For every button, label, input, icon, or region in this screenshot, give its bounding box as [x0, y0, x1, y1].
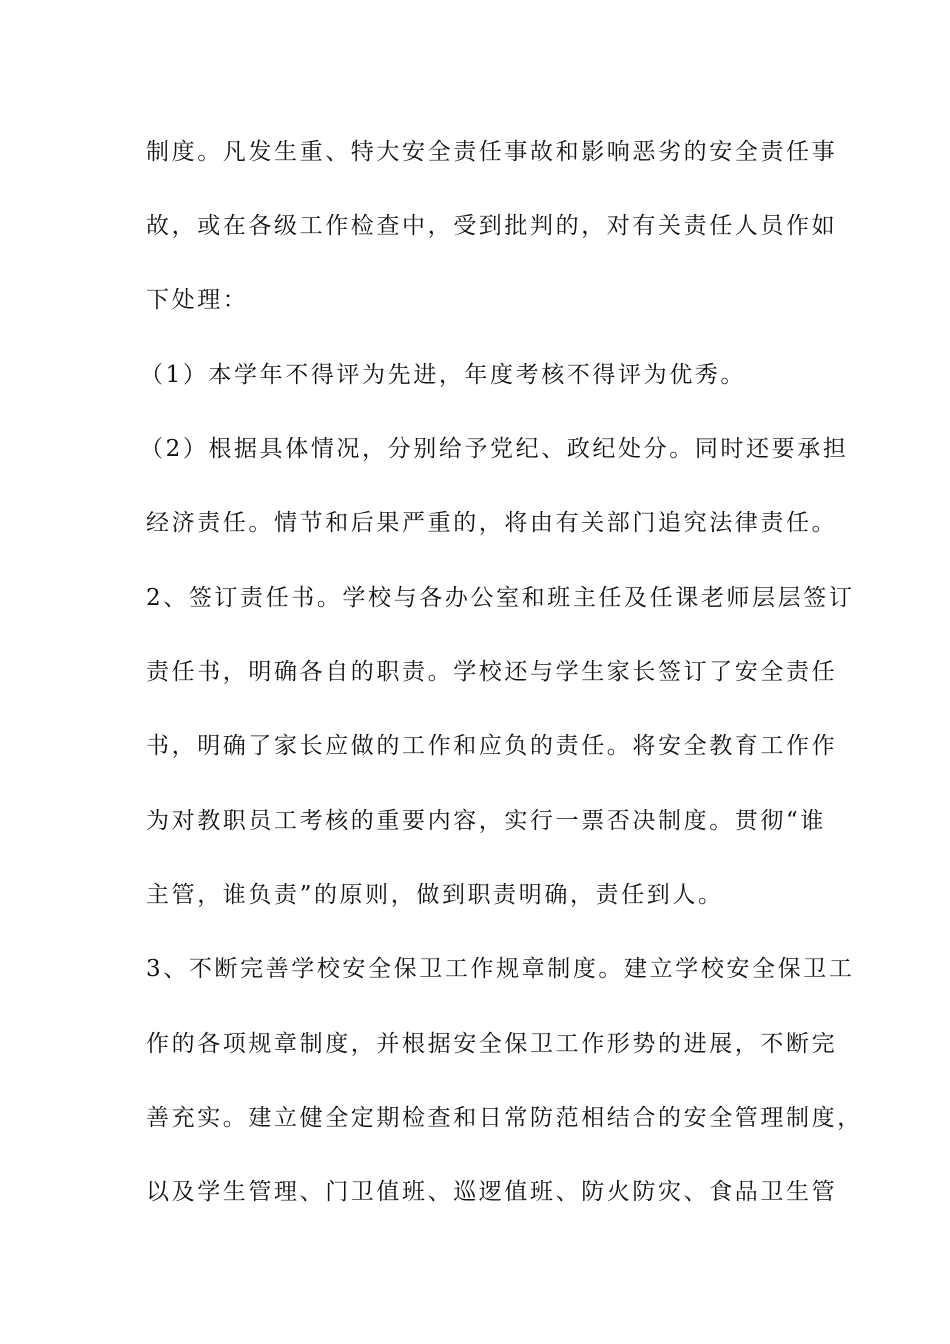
text-line: 下处理： — [146, 287, 249, 313]
text-line: 经济责任。情节和后果严重的，将由有关部门追究法律责任。 — [146, 510, 838, 536]
text-line: （1）本学年不得评为先进，年度考核不得评为优秀。 — [140, 362, 747, 388]
text-line: 故，或在各级工作检查中，受到批判的，对有关责任人员作如 — [146, 213, 838, 239]
text-line: 主管，谁负责”的原则，做到职责明确，责任到人。 — [146, 882, 724, 908]
text-line: （2）根据具体情况，分别给予党纪、政纪处分。同时还要承担 — [140, 436, 849, 462]
text-line: 责任书，明确各自的职责。学校还与学生家长签订了安全责任 — [146, 659, 838, 685]
text-line: 2、签订责任书。学校与各办公室和班主任及任课老师层层签订 — [146, 585, 855, 611]
text-line: 作的各项规章制度，并根据安全保卫工作形势的进展，不断完 — [146, 1031, 838, 1057]
text-line: 制度。凡发生重、特大安全责任事故和影响恶劣的安全责任事 — [146, 139, 838, 165]
text-line: 书，明确了家长应做的工作和应负的责任。将安全教育工作作 — [146, 733, 838, 759]
text-line: 以及学生管理、门卫值班、巡逻值班、防火防灾、食品卫生管 — [146, 1179, 838, 1205]
text-line: 善充实。建立健全定期检查和日常防范相结合的安全管理制度， — [146, 1105, 863, 1131]
text-line: 为对教职员工考核的重要内容，实行一票否决制度。贯彻“谁 — [146, 808, 826, 834]
text-line: 3、不断完善学校安全保卫工作规章制度。建立学校安全保卫工 — [146, 956, 855, 982]
